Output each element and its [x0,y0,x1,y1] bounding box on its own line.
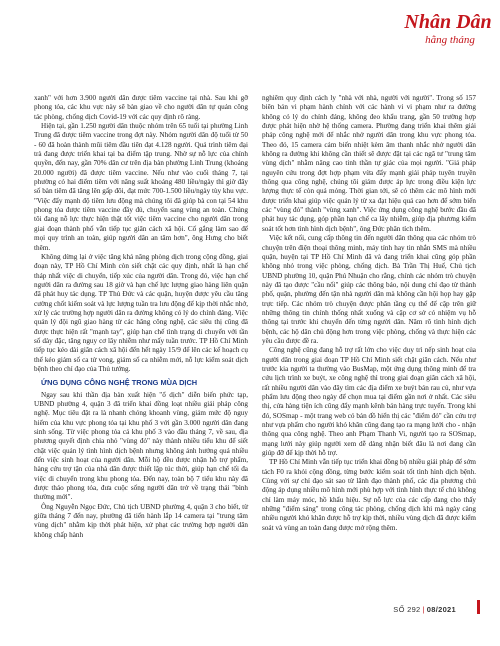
publication-logo [404,6,492,50]
article-paragraph: nghiêm quy định cách ly "nhà với nhà, người với người". Trong số 157 biên bản vi phạm hành chính với các hành vi vi phạm như ra đường không có lý do chính đáng, không đeo khẩu trang, gần 50 trường hợp được phát hiện nhờ hệ thống camera. Phường đang triển khai thêm giải pháp công nghệ mới để nhắc nhở người dân trong khu vực phong tỏa. Theo đó, 15 camera cảm biến nhiệt kèm âm thanh nhắc nhở người dân không ra đường khi không cần thiết sẽ được đặt tại các ngã tư "trung tâm vùng dịch" nhằm nâng cao tinh thần tự giác của mọi người. "Giả pháp nguyên cứu trong đợt hợp phạm vừa đẩy mạnh giải pháp tuyên truyền thông qua công nghệ, chúng tôi giám được áp lực trong điều kiện lực lượng thực tế còn quá mỏng. Thời gian tới, sẽ có thêm các mô hình mới được triển khai giúp việc quản lý từ xa đạt hiệu quả cao hơn để sớm biến các "vùng đỏ" thành "vùng xanh". Việc ứng dụng công nghệ bước đầu đã phát huy tác dụng, góp phần hạn chế ca lây nhiễm, giúp địa phương kiểm soát tốt hơn tình hình dịch bệnh", ông Đức phân tích thêm. [262,94,476,233]
right-column [262,94,476,533]
footer-separator: | [422,605,425,614]
article-paragraph: xanh" với hơn 3.900 người dân được tiêm vaccine tại nhà. Sau khi gỡ phong tỏa, các khu vực này sẽ bàn giao về cho người dân tự quản công tác phòng, chống dịch Covid-19 với các quy định rõ ràng. [34,94,248,121]
article-paragraph: Không dừng lại ở việc tăng khả năng phòng dịch trong cộng đồng, giai đoạn này, TP Hồ Chí Minh còn siết chặt các quy định, nhất là hạn chế tháp nhất việc di chuyển, tiếp xúc của người dân. Trong đó, việc hạn chế người dân ra đường sau 18 giờ và hạn chế lực lượng giao hàng liên quận đã phát huy tác dụng. TP Thủ Đức và các quận, huyện được yêu cầu tăng cường chốt kiểm soát và lực lượng tuần tra lưu động để kịp thời nhắc nhở, xử lý các trường hợp người dân ra đường không có lý do chính đáng. Việc quản lý đội ngũ giao hàng từ các hãng công nghệ, các siêu thị cũng đã được thực hiện rất "mạnh tay", giúp hạn chế tình trạng di chuyển với tần số dày đặc, tăng nguy cơ lây nhiễm như mấy tuần trước. TP Hồ Chí Minh tiếp tục kéo dài giãn cách xã hội đến hết ngày 15/9 để lên các kế hoạch cụ thể kéo giảm số ca tử vong, giảm số ca nhiễm mới, nỗ lực kiểm soát dịch bệnh theo chỉ đạo của Thủ tướng. [34,252,248,373]
issue-footer [393,605,456,614]
svg-text:hằng tháng: hằng tháng [425,34,475,46]
article-paragraph: Ông Nguyễn Ngọc Đức, Chủ tịch UBND phường 4, quận 3 cho biết, từ giữa tháng 7 đến nay, phường đã tiến hành lắp 14 camera tại "trung tâm vùng dịch" nhằm kịp thời phát hiện, xử phạt các trường hợp người dân không chấp hành [34,502,248,539]
section-heading: ỨNG DỤNG CÔNG NGHỆ TRONG MÙA DỊCH [41,378,198,388]
article-paragraph: Hiện tại, gần 1.250 người dân thuộc nhóm trên 65 tuổi tại phường Linh Trung đã được tiêm vaccine trong đợt này. Nhóm người dân độ tuổi từ 50 - 60 đã hoàn thành mũi tiêm đầu tiên đạt 4.128 người. Quá trình tiêm đại trà đang được triển khai tại ba điểm tập trung. Nhờ sự nỗ lực của chính quyền, đến nay, gần 70% dân cư trên địa bàn phường Linh Trung (khoảng 20.000 người) đã được tiêm vaccine. Nếu như vào cuối tháng 7, tại phường có hai điểm tiêm với năng suất khoảng 480 liều/ngày thì giờ đây số bàn tiêm đã tăng lên gấp đôi, đạt mức 700-1.500 liều/ngày tùy khu vực. "Việc đẩy mạnh độ tiêm lưu động mà chúng tôi đã giúp bà con tại 54 khu phong tỏa được tiêm vaccine đầy đủ, chuyển sang vùng an toàn. Chúng tôi đang nỗ lực thực hiện thật tốt việc tiêm vaccine cho người dân trong giai đoạn thành phố vẫn tiếp tục giãn cách xã hội. Cố gắng làm sao để mọi quy trình an toàn, giúp người dân an tâm hơn", ông Hưng cho biết thêm. [34,122,248,252]
article-paragraph: Việc kết nối, cung cấp thông tin đến người dân thông qua các nhóm trò chuyện trên điện thoại thông minh, máy tính hay tin nhắn SMS mà nhiều quận, huyện tại TP Hồ Chí Minh đã và đang triển khai cũng góp phần không nhỏ trong việc phòng, chống dịch. Bà Trần Thị Huế, Chủ tịch UBND phường 10, quận Phú Nhuận cho rằng, chính các nhóm trò chuyện này đã tạo được "cầu nối" giúp các thông báo, nội dung chỉ đạo từ thành phố, quận, phường đến tận nhà người dân mà không cần hội họp hay gặp trực tiếp. Các nhóm trò chuyện được phân tầng cụ thể để cập trên giữ những thông tin chính thống nhất xuống và cập cơ sở có nhiệm vụ hỗ thông tại trước khi chuyển đến từng người dân. Năm rõ tình hình dịch bệnh, các hộ dân chủ động hơn trong việc phòng, chống và thực hiện các yêu cầu được đề ra. [262,234,476,345]
article-paragraph: Công nghệ cũng đang hỗ trợ rất lớn cho việc duy trì nếp sinh hoạt của người dân trong giai đoạn TP Hồ Chí Minh siết chặt giãn cách. Nếu như trước kia người ta thường vào BusMap, một ứng dụng thông minh để tra cứu lịch trình xe buýt, xe công nghệ thì trong giai đoạn giãn cách xã hội, rất nhiều người dân vào đây tìm các địa điểm xe buýt bán rau củ, như vựa phẩm lưu động theo ngày để chọn mua tại điểm gần nơi ở nhất. Các siêu thị, cửa hàng tiện ích cũng đẩy mạnh kênh bán hàng trực tuyến. Trong khi đó, SOSmap - một trang web có bản đồ hiển thị các "điểm đỏ" cần cứu trợ như vựa phẩm cho người khó khăn cũng đang tạo ra mạng lưới cho - nhận thông qua công nghệ. Theo anh Phạm Thanh Vi, người tạo ra SOSmap, mạng lưới này giúp người xem dễ dàng nhận biết đâu là nơi đang cần giúp đỡ để kịp thời hỗ trợ. [262,346,476,458]
page-accent-bar [477,600,480,614]
article-paragraph: TP Hồ Chí Minh vẫn tiếp tục triển khai đồng bộ nhiều giải pháp để sớm tách F0 ra khỏi cộng đồng, từng bước kiểm soát tốt tình hình dịch bệnh. Cùng với sự chỉ đạo sát sao từ lãnh đạo thành phố, các địa phương chủ động áp dụng nhiều mô hình mới phù hợp với tình hình thực tế chủ không chỉ làm máy móc, hồ khẩu hiệu. Sự nỗ lực của các cấp đang cho thấy những "điểm sáng" trong công tác phòng, chống dịch khi mà ngày càng nhiều người khó khăn được hỗ trợ kịp thời, nhiều vùng dịch đã được kiểm soát và vùng an toàn đang được mở rộng thêm. [262,458,476,532]
nhan-dan-logo-icon [404,6,492,50]
article-paragraph: Ngay sau khi thần địa bàn xuất hiện "ổ dịch" diễn biến phức tạp, UBND phường 4, quận 3 đã triển khai đồng loạt nhiều giải pháp công nghệ. Mục tiêu đặt ra là nhanh chóng khoanh vùng, giảm mức độ nguy hiểm của khu vực phong tỏa tại khu phố 3 với gần 3.000 người dân đang sinh sống. Từ việc phong tỏa cả khu phố 3 vào đầu tháng 7, về sau, địa phương quyết định chia nhỏ "vùng đỏ" này thành nhiều tiểu khu để siết chặt việc quản lý tình hình dịch bệnh nhưng không ảnh hưởng quá nhiều đến việc sinh hoạt của người dân. Mỗi hộ đều được nhận hỗ trợ phẩm, hàng cứu trợ tận của nhà dân được thiết lập túc thời, giúp hạn chế tối đa việc di chuyển trong khu phong tỏa. Đến nay, toàn bộ 7 tiểu khu này đã được tháo phong tỏa, đưa cuộc sống người dân trở về trạng thái "bình thường mới". [34,390,248,502]
issue-number: SỐ 292 [393,605,421,614]
left-column [34,94,248,540]
issue-date: 08/2021 [426,605,456,614]
svg-text:Nhân Dân: Nhân Dân [404,11,492,33]
